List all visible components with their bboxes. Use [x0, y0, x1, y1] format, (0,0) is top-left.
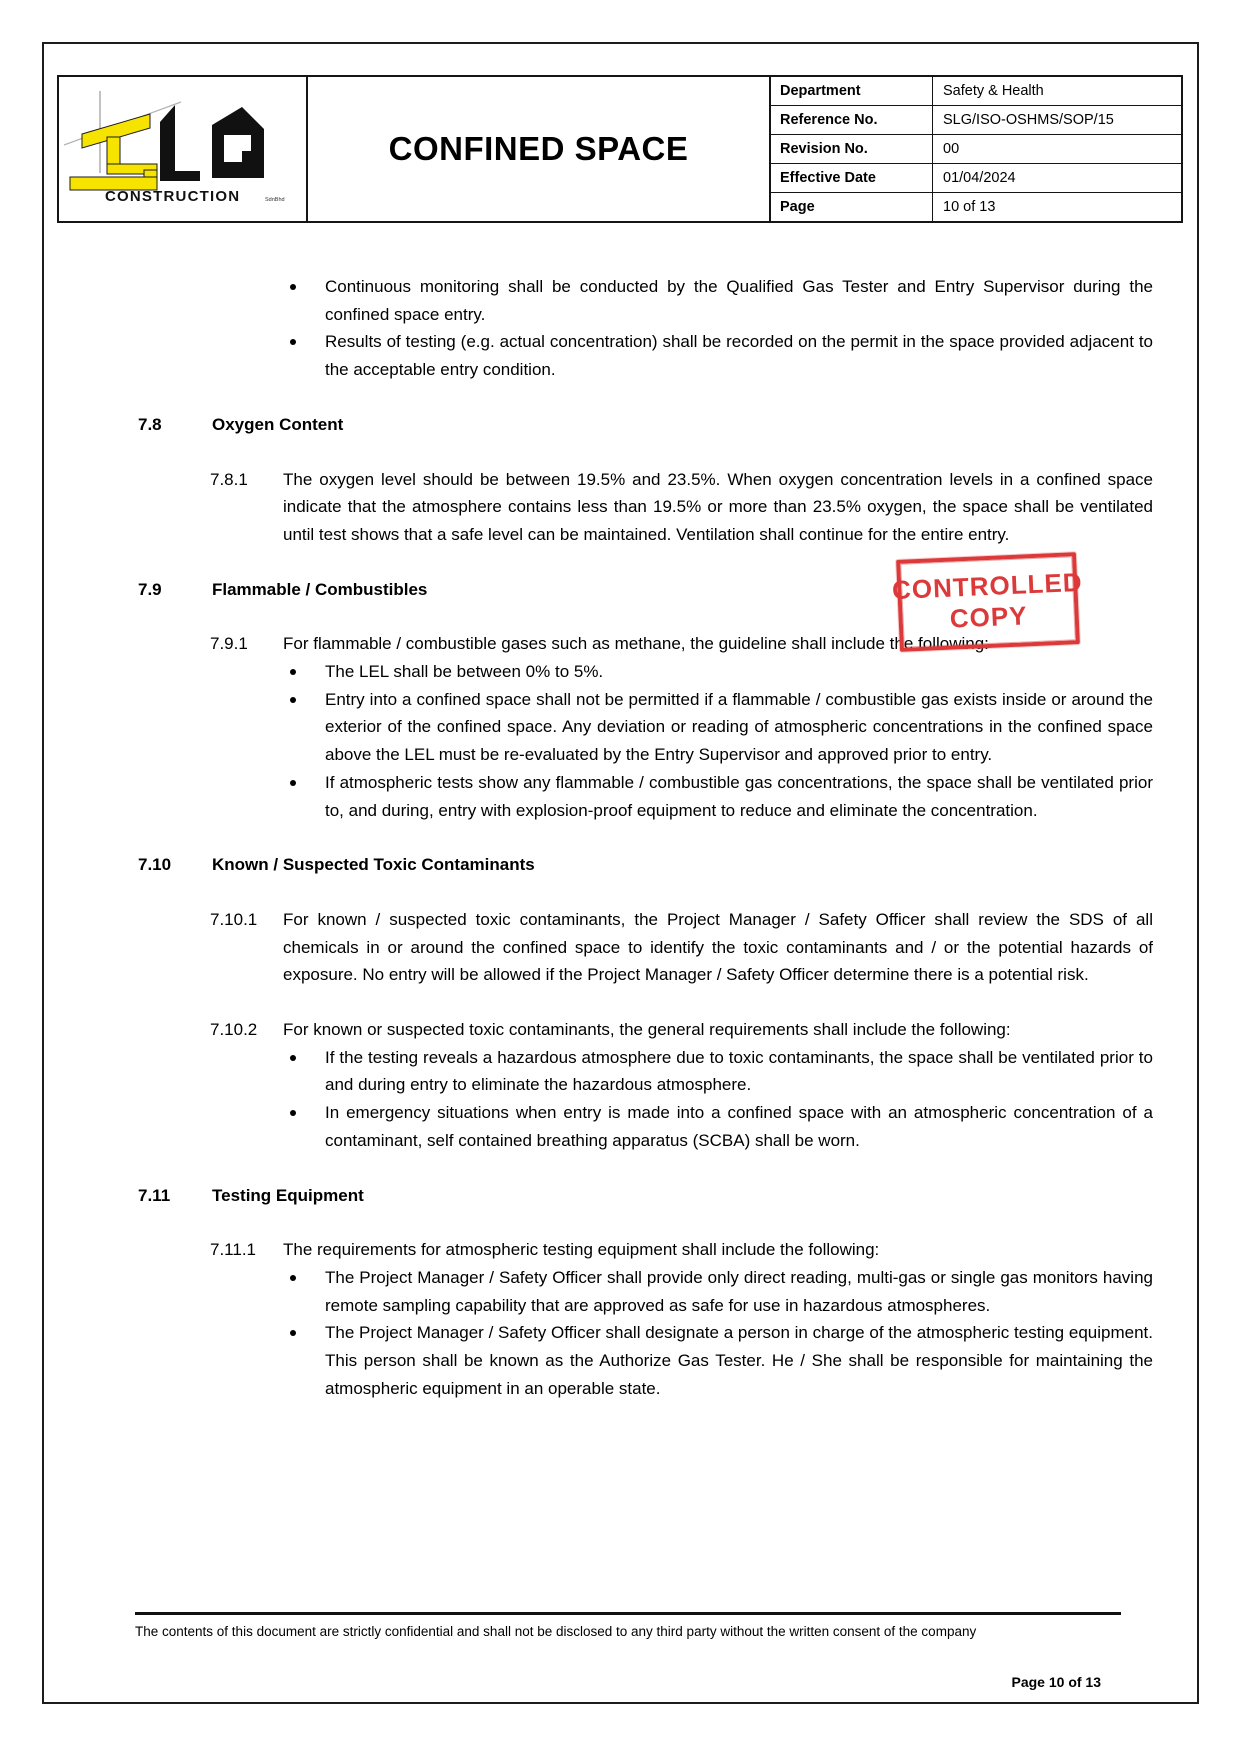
slg-construction-logo-icon	[59, 77, 304, 221]
section-number: 7.9	[138, 579, 162, 599]
logo-company-name: CONSTRUCTION	[105, 188, 241, 205]
clause-text: The requirements for atmospheric testing equipment shall include the following:	[283, 1240, 880, 1260]
list-item: Continuous monitoring shall be conducted by the Qualified Gas Tester and Entry Supervisor during the confined space entry.	[135, 273, 1153, 328]
bullet-icon	[290, 284, 296, 290]
info-label: Effective Date	[771, 164, 933, 192]
info-row-revision	[771, 134, 1181, 163]
list-item: Entry into a confined space shall not be permitted if a flammable / combustible gas exists inside or around the exterior of the confined space. Any deviation or reading of atmospheric concentrations in the confined space above the LEL must be re-evaluated by the Entry Supervisor and approved prior to entry.	[135, 686, 1153, 769]
clause-7-8-1	[135, 466, 1153, 549]
document-title: CONFINED SPACE	[388, 130, 689, 167]
document-body	[135, 273, 1153, 1430]
list-item: Results of testing (e.g. actual concentration) shall be recorded on the permit in the space provided adjacent to the acceptable entry condition.	[135, 328, 1153, 383]
section-number: 7.10	[138, 855, 172, 875]
section-number: 7.11	[138, 1185, 171, 1205]
bullet-icon	[290, 697, 296, 703]
section-heading-7-10	[135, 851, 1153, 879]
section-title: Testing Equipment	[212, 1185, 364, 1205]
section-title: Flammable / Combustibles	[212, 579, 428, 599]
section-heading-7-8	[135, 411, 1153, 439]
info-label: Department	[771, 77, 933, 105]
info-value: 10 of 13	[943, 199, 996, 215]
stamp-text: CONTROLLED	[891, 566, 1084, 606]
clause-text: For known or suspected toxic contaminants, the general requirements shall include the following:	[283, 1020, 1011, 1040]
page-number: Page 10 of 13	[1011, 1674, 1101, 1690]
list-item: The LEL shall be between 0% to 5%.	[135, 658, 1153, 686]
info-value: SLG/ISO-OSHMS/SOP/15	[943, 112, 1114, 128]
section-number: 7.8	[138, 414, 162, 434]
document-header	[57, 75, 1183, 223]
clause-number: 7.9.1	[210, 634, 248, 654]
list-item: In emergency situations when entry is made into a confined space with an atmospheric concentration of a contaminant, self contained breathing apparatus (SCBA) shall be worn.	[135, 1099, 1153, 1154]
info-value: Safety & Health	[943, 83, 1044, 99]
info-label: Page	[771, 193, 933, 221]
stamp-text: COPY	[949, 600, 1029, 634]
confidentiality-note: The contents of this document are strictly confidential and shall not be disclosed to any third party without the written consent of the company	[135, 1624, 977, 1639]
logo-company-suffix: SdnBhd	[265, 197, 285, 203]
clause-7-9-1	[135, 630, 1153, 824]
list-item: If atmospheric tests show any flammable / combustible gas concentrations, the space shall be ventilated prior to, and during, entry with explosion-proof equipment to reduce and eliminate the concentration.	[135, 769, 1153, 824]
info-value: 01/04/2024	[943, 170, 1016, 186]
info-row-page	[771, 192, 1181, 221]
intro-bullet-list	[135, 273, 1153, 384]
section-title: Oxygen Content	[212, 414, 344, 434]
info-row-department	[771, 77, 1181, 105]
controlled-copy-stamp	[891, 552, 1084, 652]
clause-7-10-2	[135, 1016, 1153, 1155]
footer-divider	[135, 1612, 1121, 1615]
clause-number: 7.10.1	[210, 909, 258, 929]
clause-7-10-1	[135, 906, 1153, 989]
bullet-icon	[290, 1110, 296, 1116]
clause-7-11-1	[135, 1236, 1153, 1402]
info-row-effective-date	[771, 163, 1181, 192]
section-heading-7-11	[135, 1182, 1153, 1210]
logo-cell	[59, 77, 308, 221]
bullet-icon	[290, 669, 296, 675]
title-cell	[308, 77, 771, 221]
bullet-icon	[290, 780, 296, 786]
clause-text: For known / suspected toxic contaminants, the Project Manager / Safety Officer shall review the SDS of all chemicals in or around the confined space to identify the toxic contaminants and / or the potential hazards of exposure. No entry will be allowed if the Project Manager / Safety Officer determine there is a potential risk.	[283, 909, 1153, 985]
list-item: The Project Manager / Safety Officer shall designate a person in charge of the atmospheric testing equipment. This person shall be known as the Authorize Gas Tester. He / She shall be responsible for maintaining the atmospheric equipment in an operable state.	[135, 1319, 1153, 1402]
section-title: Known / Suspected Toxic Contaminants	[212, 855, 535, 875]
info-label: Reference No.	[771, 106, 933, 134]
clause-number: 7.8.1	[210, 469, 248, 489]
clause-text: For flammable / combustible gases such as methane, the guideline shall include the following:	[283, 634, 989, 654]
bullet-icon	[290, 1055, 296, 1061]
clause-number: 7.11.1	[210, 1240, 257, 1260]
list-item: If the testing reveals a hazardous atmosphere due to toxic contaminants, the space shall be ventilated prior to and during entry to eliminate the hazardous atmosphere.	[135, 1044, 1153, 1099]
list-item: The Project Manager / Safety Officer shall provide only direct reading, multi-gas or single gas monitors having remote sampling capability that are approved as safe for use in hazardous atmospheres.	[135, 1264, 1153, 1319]
info-value: 00	[943, 141, 960, 157]
info-row-reference	[771, 105, 1181, 134]
bullet-icon	[290, 1275, 296, 1281]
bullet-icon	[290, 1330, 296, 1336]
info-label: Revision No.	[771, 135, 933, 163]
header-info-table	[771, 77, 1181, 221]
clause-text: The oxygen level should be between 19.5% and 23.5%. When oxygen concentration levels in a confined space indicate that the atmosphere contains less than 19.5% or more than 23.5% oxygen, the space shall be ventilated until test shows that a safe level can be maintained. Ventilation shall continue for the entire entry.	[283, 469, 1153, 544]
clause-number: 7.10.2	[210, 1020, 258, 1040]
bullet-icon	[290, 339, 296, 345]
